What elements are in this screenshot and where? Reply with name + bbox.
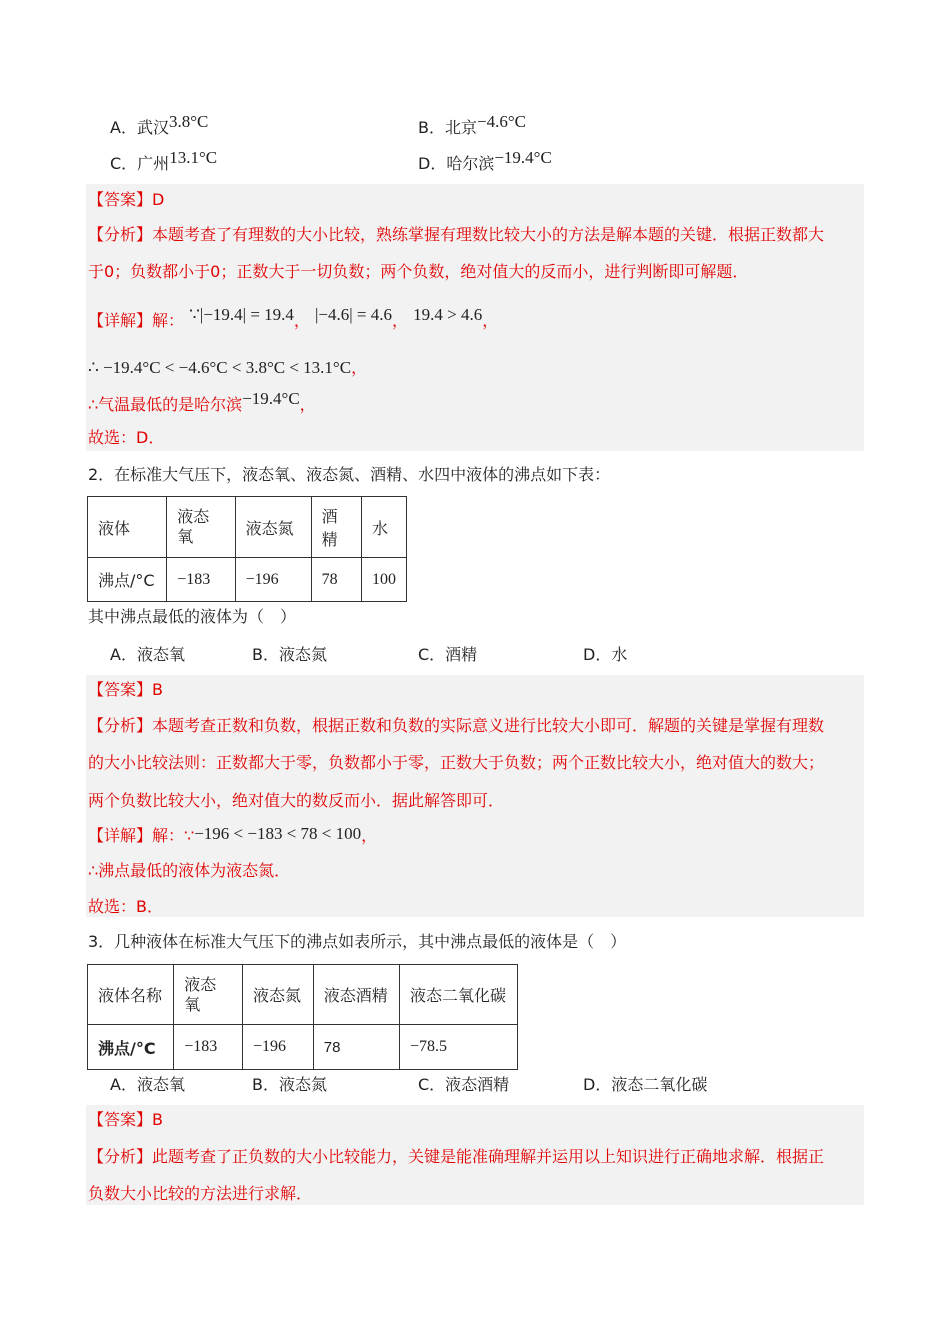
q1-detail-prefix: 【详解】解： (88, 311, 185, 330)
q1-order-line (88, 357, 367, 379)
q3-table-header-cell: 液态氮 (243, 965, 314, 1025)
q1-option-d-label: D．哈尔滨 (418, 154, 495, 173)
q1-option-c-label: C．广州 (110, 154, 170, 173)
q1-analysis-line-1: 【分析】本题考查了有理数的大小比较，熟练掌握有理数比较大小的方法是解本题的关键．根据正数都大 (88, 225, 825, 244)
q1-option-d-value: −19.4°C (494, 148, 552, 167)
q2-table-header-cell: 酒精 (311, 497, 361, 558)
q3-table-cell: −196 (243, 1025, 314, 1070)
q2-question: 2．在标准大气压下，液态氧、液态氮、酒精、水四中液体的沸点如下表： (88, 465, 611, 484)
q2-analysis-line-2: 的大小比较法则：正数都大于零，负数都小于零，正数大于负数；两个正数比较大小，绝对值大的数大； (88, 753, 825, 772)
q2-option-b: B．液态氮 (252, 645, 327, 664)
q3-table-header-cell: 液态酒精 (313, 965, 399, 1025)
q3-table-cell: −78.5 (399, 1025, 517, 1070)
q2-table-header-cell: 液态氮 (235, 497, 311, 558)
q2-analysis-line-3: 两个负数比较大小，绝对值大的数反而小．据此解答即可． (88, 791, 505, 810)
q2-table-header-cell: 液体 (88, 497, 167, 558)
q1-lowest-text: ∴气温最低的是哈尔滨 (88, 395, 243, 414)
q1-option-b (418, 112, 526, 138)
q1-option-a (110, 112, 209, 138)
q1-answer: 【答案】D (88, 190, 165, 209)
q3-table (87, 964, 518, 1070)
q1-order-comma: ， (351, 358, 368, 377)
q1-option-c-value: 13.1°C (169, 148, 218, 167)
q3-table-header-cell: 液态二氧化碳 (399, 965, 517, 1025)
q1-detail-comma-1: ， (293, 311, 310, 330)
q2-table-header-cell: 水 (361, 497, 406, 558)
q1-detail-comma-2: ， (392, 311, 409, 330)
q3-analysis-line-1: 【分析】此题考查了正负数的大小比较能力，关键是能准确理解并运用以上知识进行正确地求解．根据正 (88, 1147, 825, 1166)
q3-table-row-label: 沸点/°C (88, 1025, 174, 1070)
q2-table-header-cell: 液态氧 (167, 497, 235, 558)
q1-option-d (418, 148, 552, 174)
q3-option-a: A．液态氧 (110, 1075, 185, 1094)
q1-lowest-value: −19.4°C (242, 389, 300, 408)
q1-detail-math-2: |−4.6| = 4.6 (315, 305, 393, 324)
q2-detail-math: −196 < −183 < 78 < 100 (194, 824, 362, 843)
q3-table-cell: 78 (313, 1025, 399, 1070)
q3-answer: 【答案】B (88, 1110, 163, 1129)
q1-option-b-label: B．北京 (418, 118, 477, 137)
q2-table-cell: −196 (235, 558, 311, 602)
q3-analysis-line-2: 负数大小比较的方法进行求解． (88, 1184, 313, 1203)
q2-table-cell: 100 (361, 558, 406, 602)
q2-conclusion: ∴沸点最低的液体为液态氮． (88, 861, 291, 880)
q2-option-a: A．液态氧 (110, 645, 185, 664)
q2-choose: 故选：B． (88, 897, 163, 916)
q1-option-a-value: 3.8°C (168, 112, 209, 131)
q2-analysis-line-1: 【分析】本题考查正数和负数，根据正数和负数的实际意义进行比较大小即可．解题的关键是掌握有理数 (88, 716, 825, 735)
q3-table-header-row (88, 965, 518, 1025)
q3-table-cell: −183 (174, 1025, 243, 1070)
q2-table-cell: 78 (311, 558, 361, 602)
q2-table-row-label: 沸点/°C (88, 558, 167, 602)
q1-detail-line (88, 305, 499, 332)
q2-table (87, 496, 407, 602)
q2-table-header-row (88, 497, 407, 558)
q1-analysis-line-2: 于0；负数都小于0；正数大于一切负数；两个负数，绝对值大的反而小，进行判断即可解题． (88, 262, 749, 281)
q3-table-header-cell: 液体名称 (88, 965, 174, 1025)
q2-prompt: 其中沸点最低的液体为（ ） (88, 607, 297, 626)
q1-detail-math-3: 19.4 > 4.6 (413, 305, 483, 324)
q2-detail-prefix: 【详解】解：∵ (88, 826, 195, 845)
q1-choose: 故选：D． (88, 428, 165, 447)
q1-detail-math-1: ∵|−19.4| = 19.4 (189, 305, 294, 324)
q2-table-data-row (88, 558, 407, 602)
q2-option-d: D．水 (583, 645, 628, 664)
q1-option-b-value: −4.6°C (476, 112, 526, 131)
q2-detail-comma: ， (361, 826, 378, 845)
q1-option-c (110, 148, 218, 174)
q3-option-b: B．液态氮 (252, 1075, 327, 1094)
q3-table-header-cell: 液态氧 (174, 965, 243, 1025)
q3-question: 3．几种液体在标准大气压下的沸点如表所示，其中沸点最低的液体是（ ） (88, 932, 627, 951)
q3-option-c: C．液态酒精 (418, 1075, 510, 1094)
q2-table-cell: −183 (167, 558, 235, 602)
q2-detail-line (88, 825, 377, 847)
q3-table-data-row (88, 1025, 518, 1070)
q1-detail-comma-3: ， (482, 311, 499, 330)
q2-option-c: C．酒精 (418, 645, 478, 664)
q2-answer: 【答案】B (88, 680, 163, 699)
q1-order-math: ∴ −19.4°C < −4.6°C < 3.8°C < 13.1°C (88, 358, 352, 377)
q1-option-a-label: A．武汉 (110, 118, 169, 137)
q3-option-d: D．液态二氧化碳 (583, 1075, 708, 1094)
q1-lowest-comma: ， (299, 395, 316, 414)
q1-lowest-line (88, 389, 316, 416)
